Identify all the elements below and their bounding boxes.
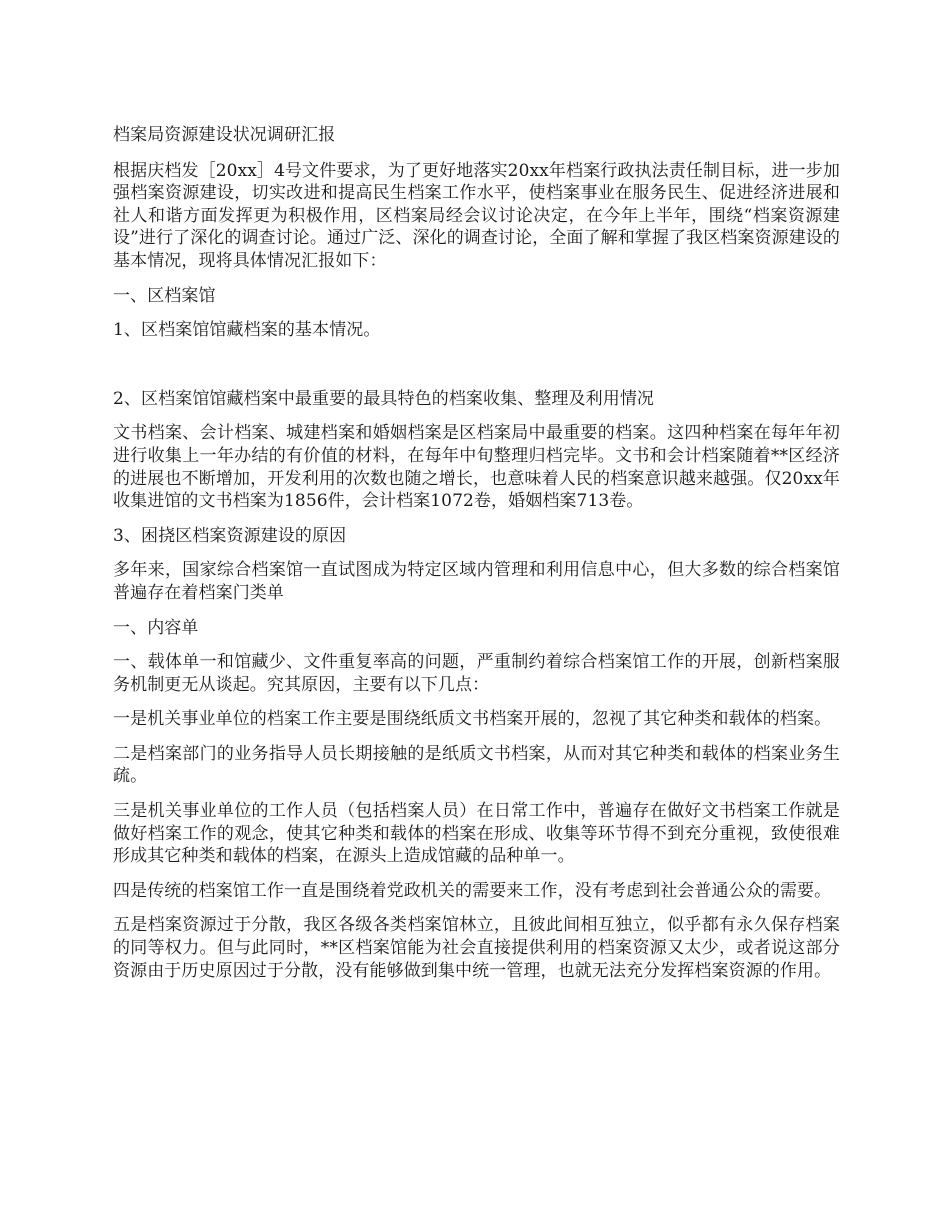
intro-paragraph: 根据庆档发［20xx］4号文件要求，为了更好地落实20xx年档案行政执法责任制目标，进一步加强档案资源建设，切实改进和提高民生档案工作水平，使档案事业在服务民生、促进经济进展和社人和谐方面发挥更为积极作用，区档案局经会议讨论决定，在今年上半年，围绕“档案资源建设”进行了深化的调查讨论。通过广泛、深化的调查讨论，全面了解和掌握了我区档案资源建设的基本情况，现将具体情况汇报如下： [113,160,840,271]
reason-paragraph-3: 三是机关事业单位的工作人员（包括档案人员）在日常工作中，普遍存在做好文书档案工作就是做好档案工作的观念，使其它种类和载体的档案在形成、收集等环节得不到充分重视，致使很难形成其它种类和载体的档案，在源头上造成馆藏的品种单一。 [113,801,840,867]
reason-paragraph-1: 一是机关事业单位的档案工作主要是围绕纸质文书档案开展的，忽视了其它种类和载体的档案。 [113,709,832,730]
body-paragraph-years: 多年来，国家综合档案馆一直试图成为特定区域内管理和利用信息中心，但大多数的综合档案馆普遍存在着档案门类单 [113,560,840,603]
subsection-heading-2: 2、区档案馆馆藏档案中最重要的最具特色的档案收集、整理及利用情况 [113,388,655,409]
subsection-heading-1: 1、区档案馆馆藏档案的基本情况。 [113,320,381,341]
document-title: 档案局资源建设状况调研汇报 [113,125,336,145]
reason-paragraph-2: 二是档案部门的业务指导人员长期接触的是纸质文书档案，从而对其它种类和载体的档案业务生疏。 [113,743,840,787]
reason-paragraph-4: 四是传统的档案馆工作一直是围绕着党政机关的需要来工作，没有考虑到社会普通公众的需要。 [113,880,832,901]
subsection-heading-3: 3、困挠区档案资源建设的原因 [113,525,347,546]
document-page [113,124,840,994]
body-paragraph-carrier: 一、载体单一和馆藏少、文件重复率高的问题，严重制约着综合档案馆工作的开展，创新档案服务机制更无从谈起。究其原因，主要有以下几点： [113,652,840,695]
section-heading-archive: 一、区档案馆 [113,285,216,306]
reason-paragraph-5: 五是档案资源过于分散，我区各级各类档案馆林立，且彼此间相互独立，似乎都有永久保存档案的同等权力。但与此同时，**区档案馆能为社会直接提供利用的档案资源又太少，或者说这部分资源由于历史原因过于分散，没有能够做到集中统一管理，也就无法充分发挥档案资源的作用。 [113,915,840,981]
body-paragraph-content: 一、内容单 [113,617,199,638]
body-paragraph-archives: 文书档案、会计档案、城建档案和婚姻档案是区档案局中最重要的档案。这四种档案在每年年初进行收集上一年办结的有价值的材料，在每年中旬整理归档完毕。文书和会计档案随着**区经济的进展也不断增加，开发利用的次数也随之增长，也意味着人民的档案意识越来越强。仅20xx年收集进馆的文书档案为1856件，会计档案1072卷，婚姻档案713卷。 [113,423,840,512]
